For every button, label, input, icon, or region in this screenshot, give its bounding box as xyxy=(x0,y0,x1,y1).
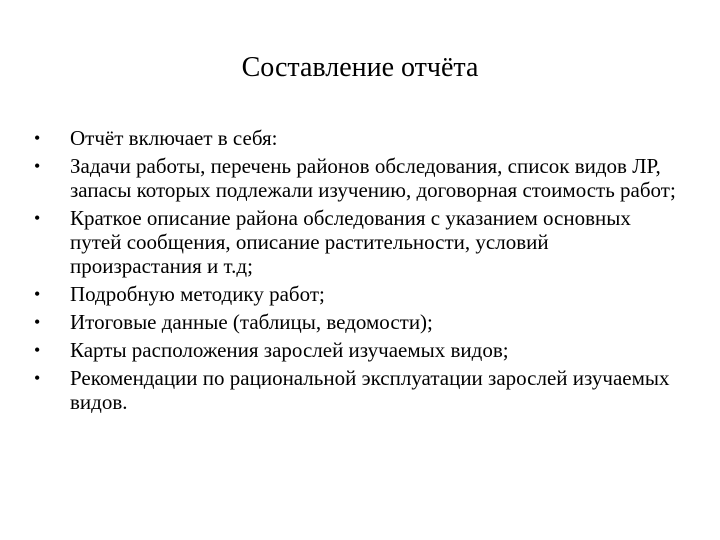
bullet-icon: • xyxy=(34,312,41,332)
bullet-item xyxy=(34,206,684,278)
bullet-item xyxy=(34,338,684,362)
bullet-icon: • xyxy=(34,284,41,304)
bullet-text: Рекомендации по рациональной эксплуатации зарослей изучаемых видов. xyxy=(70,366,670,414)
bullet-text: Отчёт включает в себя: xyxy=(70,126,278,150)
bullet-item xyxy=(34,282,684,306)
bullet-item xyxy=(34,366,684,414)
bullet-icon: • xyxy=(34,128,41,148)
bullet-item xyxy=(34,126,684,150)
bullet-icon: • xyxy=(34,340,41,360)
bullet-text: Подробную методику работ; xyxy=(70,282,325,306)
bullet-icon: • xyxy=(34,208,41,228)
bullet-text: Задачи работы, перечень районов обследования, список видов ЛР, запасы которых подлежали изучению, договорная стоимость работ; xyxy=(70,154,676,202)
bullet-text: Краткое описание района обследования с указанием основных путей сообщения, описание растительности, условий произрастания и т.д; xyxy=(70,206,631,278)
bullet-icon: • xyxy=(34,156,41,176)
bullet-list xyxy=(34,126,684,418)
bullet-item xyxy=(34,154,684,202)
bullet-icon: • xyxy=(34,368,41,388)
slide-title: Составление отчёта xyxy=(241,52,479,83)
bullet-item xyxy=(34,310,684,334)
bullet-text: Итоговые данные (таблицы, ведомости); xyxy=(70,310,433,334)
bullet-text: Карты расположения зарослей изучаемых видов; xyxy=(70,338,509,362)
